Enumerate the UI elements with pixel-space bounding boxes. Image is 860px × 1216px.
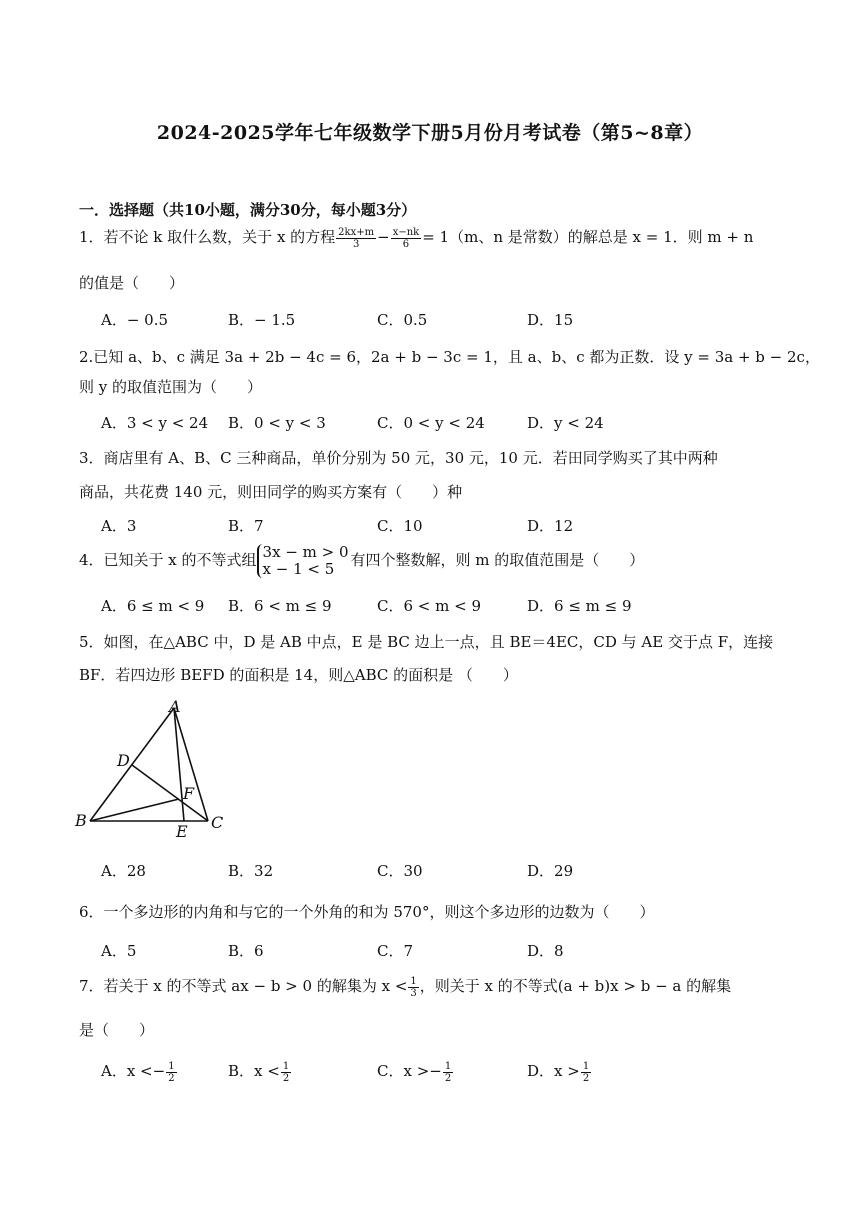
q4-option-d: D．6 ≤ m ≤ 9 (527, 597, 632, 615)
q4-text-pre: 4．已知关于 x 的不等式组 (79, 551, 257, 569)
q2-option-a: A．3 < y < 24 (101, 414, 209, 432)
page-title: 2024-2025学年七年级数学下册5月份月考试卷（第5~8章） (156, 122, 704, 144)
q1-frac1: $\frac{2kx+m}{3}$ (338, 226, 375, 250)
q7-option-d: D．x > $\frac{1}{2}$ (527, 1060, 590, 1084)
q5-option-c: C．30 (377, 862, 423, 880)
label-c: C (211, 813, 224, 832)
label-b: B (75, 811, 87, 830)
q7-option-c: C．x >− $\frac{1}{2}$ (377, 1060, 452, 1084)
q3-option-b: B．7 (228, 517, 264, 535)
q1-text-post: = 1（m、n 是常数）的解总是 x = 1．则 m + n (422, 228, 754, 246)
q4-text-post: 有四个整数解，则 m 的取值范围是（ ） (350, 551, 645, 569)
label-e: E (176, 822, 188, 841)
q6-option-b: B．6 (228, 942, 264, 960)
q3-line1: 3．商店里有 A、B、C 三种商品，单价分别为 50 元，30 元，10 元．若田同学购买了其中两种 (79, 449, 718, 467)
q7-text-post: ，则关于 x 的不等式(a + b)x > b − a 的解集 (419, 977, 732, 995)
q4-option-b: B．6 < m ≤ 9 (228, 597, 332, 615)
q1-option-c: C．0.5 (377, 311, 428, 329)
q7-line1 (79, 975, 731, 999)
q4-option-a: A．6 ≤ m < 9 (101, 597, 205, 615)
q7-option-a: A．x <− $\frac{1}{2}$ (101, 1060, 175, 1084)
q1-text-pre: 1．若不论 k 取什么数，关于 x 的方程 (79, 228, 336, 246)
q1-option-b: B．− 1.5 (228, 311, 296, 329)
q3-option-d: D．12 (527, 517, 574, 535)
label-a: A (169, 697, 181, 716)
q2-line2: 则 y 的取值范围为（ ） (79, 378, 263, 396)
q1-option-a: A．− 0.5 (101, 311, 169, 329)
label-f: F (183, 784, 195, 803)
q1-line1 (79, 226, 753, 250)
q2-line1: 2.已知 a、b、c 满足 3a + 2b − 4c = 6，2a + b − 3c = 1，且 a、b、c 都为正数．设 y = 3a + b − 2c， (79, 348, 820, 366)
q1-option-d: D．15 (527, 311, 574, 329)
q2-option-b: B．0 < y < 3 (228, 414, 326, 432)
q7-option-b: B．x < $\frac{1}{2}$ (228, 1060, 290, 1084)
q5-line2: BF．若四边形 BEFD 的面积是 14，则△ABC 的面积是 （ ） (79, 666, 518, 684)
q6-line1: 6．一个多边形的内角和与它的一个外角的和为 570°，则这个多边形的边数为（ ） (79, 903, 655, 921)
q5-option-b: B．32 (228, 862, 274, 880)
q5-option-a: A．28 (101, 862, 146, 880)
section-heading: 一．选择题（共10小题，满分30分，每小题3分） (79, 201, 417, 219)
q4-option-c: C．6 < m < 9 (377, 597, 481, 615)
q2-option-c: C．0 < y < 24 (377, 414, 485, 432)
q4-inequality-system: 3x − m > 0 x − 1 < 5 (257, 544, 349, 578)
q1-frac2: $\frac{x-nk}{6}$ (392, 226, 420, 250)
q5-line1: 5．如图，在△ABC 中，D 是 AB 中点，E 是 BC 边上一点，且 BE＝4EC，CD 与 AE 交于点 F，连接 (79, 633, 774, 651)
q4-line1 (79, 544, 644, 578)
q3-line2: 商品，共花费 140 元，则田同学的购买方案有（ ）种 (79, 483, 463, 501)
q6-option-d: D．8 (527, 942, 564, 960)
label-d: D (117, 751, 130, 770)
q5-option-d: D．29 (527, 862, 574, 880)
q7-line2: 是（ ） (79, 1021, 155, 1039)
q7-frac: $\frac{1}{3}$ (410, 975, 417, 999)
q3-option-a: A．3 (101, 517, 137, 535)
q7-text-pre: 7．若关于 x 的不等式 ax − b > 0 的解集为 x < (79, 977, 408, 995)
q1-minus: − (377, 228, 390, 246)
q6-option-c: C．7 (377, 942, 414, 960)
q1-line2: 的值是（ ） (79, 274, 185, 292)
q2-option-d: D．y < 24 (527, 414, 604, 432)
triangle-figure (70, 690, 240, 850)
segment-cd (132, 765, 208, 821)
q3-option-c: C．10 (377, 517, 423, 535)
q6-option-a: A．5 (101, 942, 137, 960)
